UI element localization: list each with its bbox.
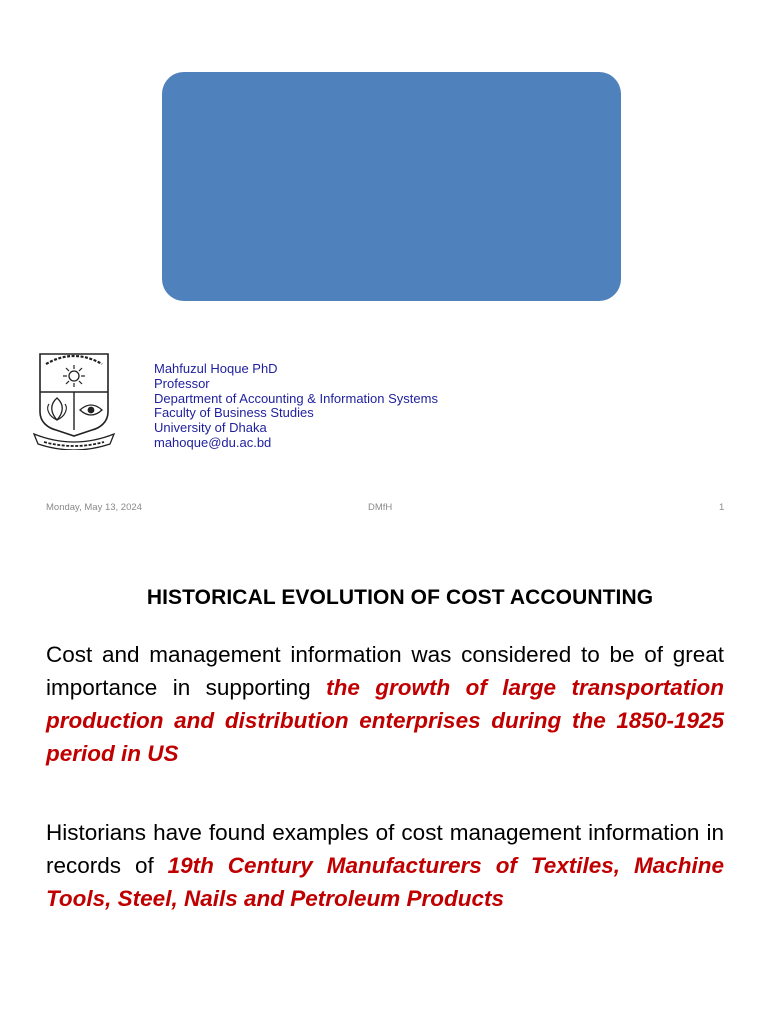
paragraph-growth: [46, 638, 724, 770]
author-name: Mahfuzul Hoque PhD: [154, 361, 278, 376]
slide-heading: HISTORICAL EVOLUTION OF COST ACCOUNTING: [146, 586, 654, 609]
footer-center-text: DMfH: [368, 502, 393, 513]
paragraph-highlight: 19th Century Manufacturers of Textiles, Machine Tools, Steel, Nails and Petroleum Products: [46, 853, 724, 911]
author-role: Professor: [154, 375, 210, 391]
author-block: [154, 362, 438, 451]
title-box: [162, 72, 621, 301]
content-slide: [0, 540, 768, 1024]
university-seal-icon: [30, 350, 118, 450]
paragraph-highlight: the growth of large transportation production and distribution enterprises during the 1850-1925 period in US: [46, 675, 724, 766]
author-email[interactable]: mahoque@du.ac.bd: [154, 434, 272, 450]
paragraph-plain-text: Cost and management information was considered to be of great importance in supporting: [46, 642, 724, 700]
footer-date: Monday, May 13, 2024: [46, 502, 142, 513]
footer-page-number: 1: [719, 502, 725, 513]
paragraph-historians: [46, 816, 724, 915]
author-university: University of Dhaka: [154, 420, 267, 436]
paragraph-plain-text: Historians have found examples of cost management information in records of: [46, 820, 724, 878]
author-department: Department of Accounting & Information Systems: [154, 390, 438, 406]
author-faculty: Faculty of Business Studies: [154, 405, 314, 421]
